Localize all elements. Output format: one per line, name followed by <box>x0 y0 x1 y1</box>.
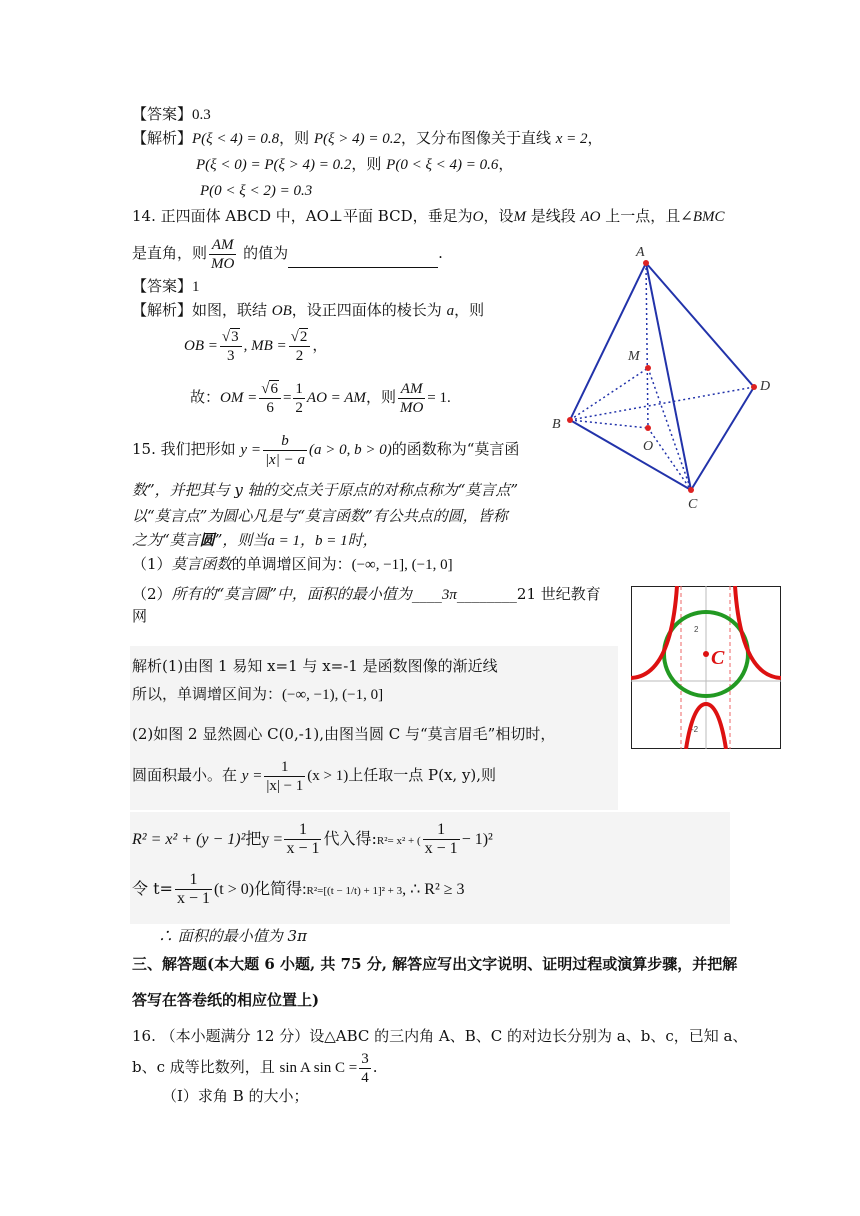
center-point-c <box>703 651 709 657</box>
q14-stem-line1: 14. 正四面体 ABCD 中，AO⊥平面 BCD，垂足为O，设M 是线段 AO 上一点，且∠BMC <box>132 207 725 225</box>
function-graph-figure <box>631 586 781 749</box>
q15-part2: （2）所有的“莫言圆”中，面积的最小值为____3π________21 世纪教育 <box>132 585 601 603</box>
edge-bc <box>570 420 691 490</box>
q14-answer: 【答案】1 <box>132 277 200 295</box>
q14-stem-line2: 是直角，则 $\frac{AM}{MO}$ 的值为 . <box>132 236 443 272</box>
q15-solution-line6: 令 t= $\frac{1}{x - 1}$ (t > 0)化简得:R²=[(t − 1/t) + 1]² + 3, ∴ R² ≥ 3 <box>132 871 465 907</box>
point-d <box>751 384 757 390</box>
q14-om-formula: 故：OM = $\frac{√6}{6}$ = $\frac{1}{2}$ AO = AM，则 $\frac{AM}{MO}$ = 1. <box>190 380 451 416</box>
q16-part1: （Ⅰ）求角 B 的大小； <box>162 1087 309 1105</box>
q15-solution-line7: ∴ 面积的最小值为 3π <box>158 927 307 945</box>
q15-line1: 15. 我们把形如 y = $\frac{b}{|x| - a}$ (a > 0, b > 0)的函数称为“莫言函 <box>132 432 520 468</box>
label-m: M <box>628 349 640 364</box>
q15-solution-line3: (2)如图 2 显然圆心 C(0,-1),由图当圆 C 与“莫言眉毛”相切时， <box>132 725 556 743</box>
section3-heading-line2: 答写在答卷纸的相应位置上) <box>132 991 320 1009</box>
point-c <box>688 487 694 493</box>
q15-part2-tail: 网 <box>132 607 148 625</box>
q15-solution-line4: 圆面积最小。在 y = $\frac{1}{|x| - 1}$ (x > 1)上任取一点 P(x, y),则 <box>132 758 497 794</box>
q13-analysis-line3: P(0 < ξ < 2) = 0.3 <box>200 183 313 199</box>
q15-solution-line1: 解析(1)由图 1 易知 x=1 与 x=-1 是函数图像的渐近线 <box>132 657 498 675</box>
line-ao-hidden <box>646 263 648 428</box>
tick-label-top: 2 <box>694 625 699 634</box>
label-c-center: C <box>711 647 725 669</box>
q14-answer-blank[interactable] <box>288 241 438 268</box>
section3-heading-line1: 三、解答题(本大题 6 小题, 共 75 分, 解答应写出文字说明、证明过程或演算步骤，并把解 <box>132 955 738 973</box>
edge-bd-hidden <box>570 387 754 420</box>
label-c: C <box>688 497 698 512</box>
q15-line3: 以“莫言点”为圆心凡是与“莫言函数”有公共点的圆，皆称 <box>132 507 508 525</box>
q16-line2: b、c 成等比数列，且 sin A sin C = $\frac{3}{4}$ . <box>132 1050 378 1086</box>
tick-label-bottom: -2 <box>691 725 699 734</box>
q13-answer: 【答案】0.3 <box>132 105 211 123</box>
q14-fraction: $\frac{AM}{MO}$ <box>211 236 235 272</box>
label-a: A <box>636 245 645 260</box>
q14-analysis-line1: 【解析】如图，联结 OB，设正四面体的棱长为 a，则 <box>132 301 485 319</box>
label-d: D <box>760 379 771 394</box>
tetrahedron-figure <box>548 240 788 512</box>
edge-ab <box>570 263 646 420</box>
q15-solution-line2: 所以，单调增区间为：(−∞, −1), (−1, 0] <box>132 685 384 703</box>
point-m <box>645 365 651 371</box>
label-b: B <box>552 417 561 432</box>
q13-analysis-line2: P(ξ < 0) = P(ξ > 4) = 0.2，则 P(0 < ξ < 4) = 0.6， <box>196 155 514 173</box>
q15-solution-line5: R² = x² + (y − 1)²把y = $\frac{1}{x - 1}$ 代入得:R²= x² + ( $\frac{1}{x - 1}$ − 1)² <box>132 821 493 857</box>
point-a <box>643 260 649 266</box>
q14-ob-mb-formula: OB = $\frac{√3}{3}$ , MB = $\frac{√2}{2}$ ， <box>184 328 328 364</box>
q15-line2: 数”，并把其与 y 轴的交点关于原点的对称点称为“莫言点” <box>132 481 519 499</box>
edge-ac <box>646 263 691 490</box>
edge-ad <box>646 263 754 387</box>
q15-part1: （1）莫言函数的单调增区间为：(−∞, −1], (−1, 0] <box>132 555 453 573</box>
label-o: O <box>643 439 654 454</box>
point-b <box>567 417 573 423</box>
point-o <box>645 425 651 431</box>
edge-cd <box>691 387 754 490</box>
q16-line1: 16. （本小题满分 12 分）设△ABC 的三内角 A、B、C 的对边长分别为 a、b、c，已知 a、 <box>132 1027 748 1045</box>
q15-line4: 之为“莫言圆”，则当a = 1，b = 1时， <box>132 531 378 549</box>
q13-analysis-line1: 【解析】P(ξ < 4) = 0.8，则 P(ξ > 4) = 0.2，又分布图像关于直线 x = 2， <box>132 129 603 147</box>
